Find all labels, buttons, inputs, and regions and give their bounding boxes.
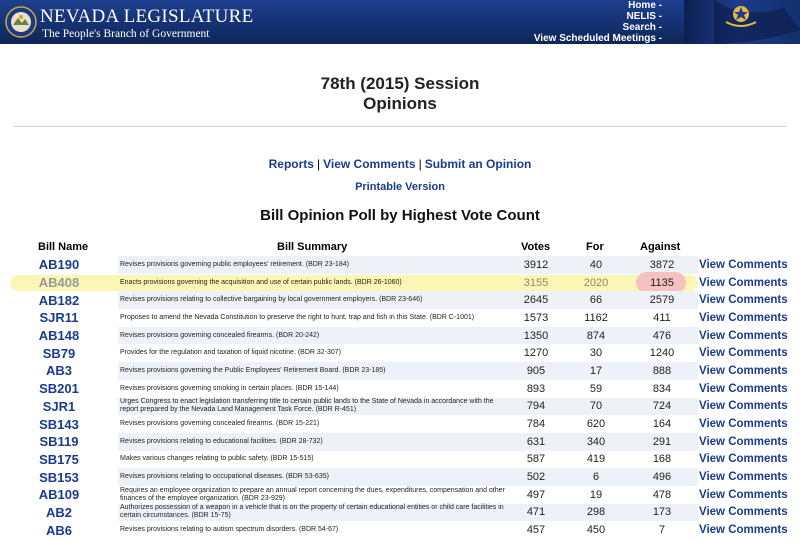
bill-name-link[interactable]: AB182 <box>38 292 80 308</box>
nav-search-link[interactable]: Search - <box>622 22 662 33</box>
bill-summary: Authorizes possession of a weapon in a vehicle that is on the property of certain educational entities or child care facilities in certain circumstances. (BDR 15-75) <box>120 504 504 520</box>
bill-summary: Revises provisions governing the Public Employees' Retirement Board. (BDR 23-185) <box>120 366 386 374</box>
reports-link[interactable]: Reports <box>268 157 314 171</box>
view-comments-button[interactable]: View Comments <box>699 418 788 431</box>
for-count: 6 <box>592 471 600 484</box>
votes-count: 905 <box>526 364 546 377</box>
table-row <box>0 274 800 292</box>
nevada-flag-icon <box>684 0 800 44</box>
against-count: 476 <box>652 329 672 342</box>
bill-summary: Revises provisions governing concealed firearms. (BDR 15-221) <box>120 420 320 428</box>
view-comments-button[interactable]: View Comments <box>699 524 788 537</box>
votes-count: 497 <box>526 488 546 501</box>
printable-version-link[interactable]: Printable Version <box>355 181 445 193</box>
votes-count: 3912 <box>523 258 549 271</box>
bill-name-link[interactable]: AB3 <box>45 363 72 379</box>
table-row <box>0 256 800 274</box>
divider <box>14 126 786 127</box>
view-comments-link[interactable]: View Comments <box>323 157 416 171</box>
bill-name-link[interactable]: AB2 <box>45 504 72 520</box>
col-against: Against <box>640 241 681 253</box>
nav-nelis-link[interactable]: NELIS - <box>626 11 662 22</box>
bill-name-link[interactable]: SB143 <box>39 416 79 432</box>
against-count: 168 <box>652 453 672 466</box>
for-count: 17 <box>589 364 603 377</box>
table-row <box>0 468 800 486</box>
bill-name-link[interactable]: AB148 <box>38 328 80 344</box>
against-count: 7 <box>658 524 666 537</box>
against-count: 724 <box>652 400 672 413</box>
view-comments-button[interactable]: View Comments <box>699 311 788 324</box>
table-row <box>0 291 800 309</box>
view-comments-button[interactable]: View Comments <box>699 488 788 501</box>
for-count: 66 <box>589 294 603 307</box>
view-comments-button[interactable]: View Comments <box>699 400 788 413</box>
col-bill-name: Bill Name <box>38 241 89 253</box>
for-count: 450 <box>586 524 606 537</box>
for-count: 620 <box>586 418 606 431</box>
view-comments-button[interactable]: View Comments <box>699 382 788 395</box>
votes-count: 794 <box>526 400 546 413</box>
bill-name-link[interactable]: AB190 <box>38 257 80 273</box>
against-count: 834 <box>652 382 672 395</box>
bill-name-link[interactable]: SJR1 <box>42 398 76 414</box>
for-count: 298 <box>586 506 606 519</box>
bill-name-link[interactable]: SB153 <box>39 469 79 485</box>
col-votes: Votes <box>521 241 551 253</box>
table-row <box>0 309 800 327</box>
bill-summary: Enacts provisions governing the acquisition and use of certain public lands. (BDR 26-1060) <box>120 278 402 286</box>
for-count: 30 <box>589 347 603 360</box>
top-nav <box>534 0 662 44</box>
table-row <box>0 521 800 539</box>
table-row <box>0 504 800 522</box>
against-count: 291 <box>652 435 672 448</box>
col-bill-summary: Bill Summary <box>277 241 348 253</box>
votes-count: 784 <box>526 418 546 431</box>
view-comments-button[interactable]: View Comments <box>699 435 788 448</box>
bill-summary: Provides for the regulation and taxation of liquid nicotine. (BDR 32-307) <box>120 349 342 357</box>
table-row <box>0 344 800 362</box>
view-comments-button[interactable]: View Comments <box>699 471 788 484</box>
view-comments-button[interactable]: View Comments <box>699 506 788 519</box>
for-count: 59 <box>589 382 603 395</box>
against-count: 888 <box>652 364 672 377</box>
submit-opinion-link[interactable]: Submit an Opinion <box>424 157 532 171</box>
poll-title: Bill Opinion Poll by Highest Vote Count <box>260 207 540 224</box>
for-count: 419 <box>586 453 606 466</box>
votes-count: 502 <box>526 471 546 484</box>
against-count: 496 <box>652 471 672 484</box>
bill-name-link[interactable]: SB175 <box>39 451 79 467</box>
site-header <box>0 0 800 44</box>
bill-name-link[interactable]: SB119 <box>39 434 79 450</box>
nav-home-link[interactable]: Home - <box>628 0 662 11</box>
link-separator: | <box>418 157 422 171</box>
opinion-table <box>0 256 800 539</box>
brand-subtitle: The People's Branch of Government <box>42 28 210 40</box>
nevada-seal-icon <box>4 3 38 41</box>
votes-count: 1573 <box>523 311 549 324</box>
votes-count: 1270 <box>523 347 549 360</box>
votes-count: 3155 <box>523 276 549 289</box>
view-comments-button[interactable]: View Comments <box>699 276 788 289</box>
table-row <box>0 380 800 398</box>
votes-count: 587 <box>526 453 546 466</box>
against-count: 411 <box>653 311 671 324</box>
against-count: 2579 <box>649 294 675 307</box>
view-comments-button[interactable]: View Comments <box>699 329 788 342</box>
view-comments-button[interactable]: View Comments <box>699 258 788 271</box>
votes-count: 457 <box>526 524 546 537</box>
votes-count: 1350 <box>523 329 549 342</box>
against-count: 1135 <box>650 276 674 289</box>
for-count: 340 <box>586 435 606 448</box>
for-count: 2020 <box>583 276 609 289</box>
bill-summary: Revises provisions governing concealed firearms. (BDR 20-242) <box>120 331 320 339</box>
table-row <box>0 486 800 504</box>
view-comments-button[interactable]: View Comments <box>699 453 788 466</box>
table-row <box>0 327 800 345</box>
view-comments-button[interactable]: View Comments <box>699 347 788 360</box>
table-row <box>0 362 800 380</box>
bill-summary: Requires an employee organization to prepare an annual report concerning the dues, expenditures, compensation and other finances of the employee organization. (BDR 23-929) <box>120 486 505 502</box>
table-row <box>0 415 800 433</box>
bill-name-link[interactable]: SJR11 <box>39 310 79 326</box>
votes-count: 2645 <box>523 294 549 307</box>
link-separator: | <box>316 157 321 171</box>
page-title <box>0 74 800 114</box>
table-row <box>0 398 800 416</box>
bill-name-link[interactable]: AB6 <box>45 522 72 538</box>
col-for: For <box>586 241 604 253</box>
against-count: 164 <box>652 418 672 431</box>
bill-summary: Revises provisions governing public employees' retirement. (BDR 23-184) <box>120 260 349 268</box>
view-comments-button[interactable]: View Comments <box>699 294 788 307</box>
bill-summary: Revises provisions relating to educational facilities. (BDR 28-732) <box>120 437 323 445</box>
votes-count: 631 <box>526 435 546 448</box>
nav-meetings-link[interactable]: View Scheduled Meetings - <box>533 33 662 44</box>
for-count: 19 <box>589 488 603 501</box>
bill-summary: Proposes to amend the Nevada Constitution to preserve the right to hunt, trap and fish in this State. (BDR C-1001) <box>120 313 475 321</box>
brand-title[interactable]: NEVADA LEGISLATURE <box>40 6 254 27</box>
against-count: 173 <box>652 506 672 519</box>
table-row <box>0 451 800 469</box>
page-title-session: 78th (2015) Session <box>320 74 480 93</box>
bill-summary: Urges Congress to enact legislation transferring title to certain public lands to the State of Nevada in accordance with the report prepared by the Nevada Land Management Task Force. (BDR R-451) <box>120 398 494 414</box>
bill-summary: Makes various changes relating to public safety. (BDR 15-515) <box>120 455 314 463</box>
table-row <box>0 433 800 451</box>
against-count: 478 <box>652 488 672 501</box>
for-count: 1162 <box>584 311 608 324</box>
bill-summary: Revises provisions relating to collective bargaining by local government employers. (BDR 23-646) <box>120 296 423 304</box>
against-count: 1240 <box>649 347 675 360</box>
table-header <box>0 241 800 255</box>
view-comments-button[interactable]: View Comments <box>699 364 788 377</box>
page-links <box>0 157 800 171</box>
bill-summary: Revises provisions relating to autism spectrum disorders. (BDR 54-67) <box>120 526 339 534</box>
bill-name-link[interactable]: SB201 <box>39 381 79 397</box>
bill-name-link[interactable]: AB408 <box>38 275 80 291</box>
page-title-opinions: Opinions <box>363 94 437 113</box>
bill-name-link[interactable]: AB109 <box>38 487 80 503</box>
bill-summary: Revises provisions governing smoking in certain places. (BDR 15-144) <box>120 384 339 392</box>
bill-summary: Revises provisions relating to occupational diseases. (BDR 53-635) <box>120 473 329 481</box>
votes-count: 471 <box>526 506 546 519</box>
for-count: 874 <box>586 329 606 342</box>
bill-name-link[interactable]: SB79 <box>42 345 76 361</box>
against-count: 3872 <box>649 258 675 271</box>
votes-count: 893 <box>526 382 546 395</box>
for-count: 40 <box>589 258 603 271</box>
for-count: 70 <box>589 400 603 413</box>
